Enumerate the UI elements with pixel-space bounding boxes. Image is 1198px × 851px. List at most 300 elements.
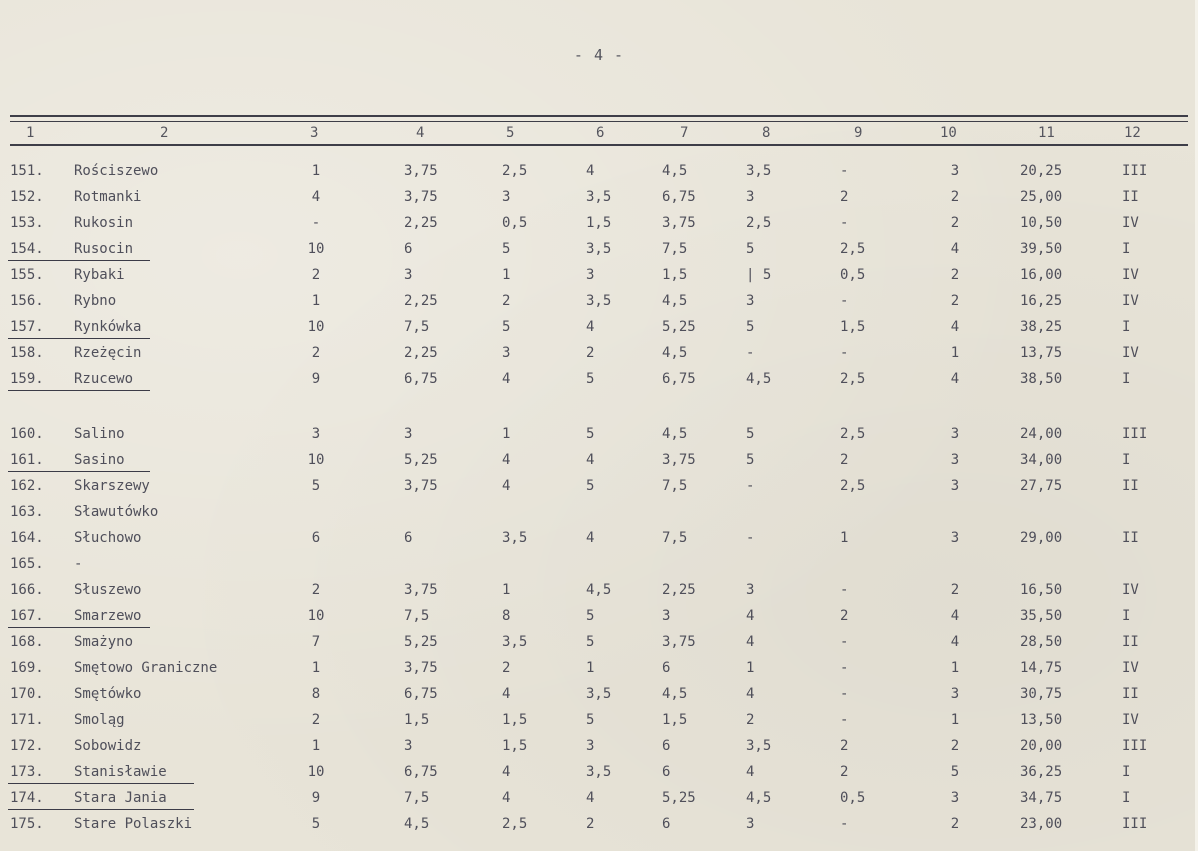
col-3-value: 5: [311, 816, 321, 832]
col-8-value: 5: [746, 426, 755, 442]
col-12-class: IV: [1122, 215, 1139, 231]
col-12-class: IV: [1122, 267, 1139, 283]
name-underline: [8, 471, 150, 472]
col-9-value: 1,5: [840, 319, 866, 335]
col-9-value: 2,5: [840, 478, 866, 494]
col-11-total: 27,75: [1020, 478, 1063, 494]
table-row: [0, 449, 1198, 475]
table-row: [0, 368, 1198, 394]
col-3-value: 3: [311, 426, 321, 442]
col-5-value: 2,5: [502, 816, 528, 832]
col-10-value: 3: [950, 686, 960, 702]
col-12-class: II: [1122, 634, 1139, 650]
col-7-value: 1,5: [662, 267, 688, 283]
col-6-value: 3,5: [586, 293, 612, 309]
village-name: Słuchowo: [74, 530, 142, 546]
col-4-value: 6: [404, 241, 413, 257]
col-10-value: 3: [950, 163, 960, 179]
col-10-value: 4: [950, 634, 960, 650]
col-6-value: 3,5: [586, 189, 612, 205]
col-3-value: 1: [311, 163, 321, 179]
col-12-class: IV: [1122, 293, 1139, 309]
village-name: Rzucewo: [74, 371, 134, 387]
col-3-value: 2: [311, 712, 321, 728]
col-11-total: 16,50: [1020, 582, 1063, 598]
col-3-value: 10: [307, 319, 325, 335]
row-number: 166.: [10, 582, 44, 598]
col-11-total: 10,50: [1020, 215, 1063, 231]
column-header: 8: [762, 125, 771, 141]
table-top-rule-thin: [10, 121, 1188, 122]
name-underline: [8, 390, 150, 391]
col-9-value: 2: [840, 452, 849, 468]
row-number: 163.: [10, 504, 44, 520]
col-3-value: 9: [311, 371, 321, 387]
col-10-value: 2: [950, 189, 960, 205]
col-8-value: 3: [746, 582, 755, 598]
col-4-value: 5,25: [404, 634, 438, 650]
row-number: 165.: [10, 556, 44, 572]
row-number: 174.: [10, 790, 44, 806]
table-row: [0, 342, 1198, 368]
name-underline: [8, 809, 194, 810]
col-5-value: 2: [502, 293, 511, 309]
col-12-class: I: [1122, 241, 1131, 257]
col-5-value: 1: [502, 582, 511, 598]
col-5-value: 1,5: [502, 712, 528, 728]
col-11-total: 39,50: [1020, 241, 1063, 257]
table-row: [0, 709, 1198, 735]
col-12-class: IV: [1122, 582, 1139, 598]
col-8-value: 3: [746, 293, 755, 309]
col-9-value: -: [840, 582, 849, 598]
col-9-value: 2,5: [840, 426, 866, 442]
table-row: [0, 605, 1198, 631]
page-number: - 4 -: [573, 46, 625, 64]
row-number: 160.: [10, 426, 44, 442]
table-row: [0, 316, 1198, 342]
col-7-value: 7,5: [662, 241, 688, 257]
col-3-value: 8: [311, 686, 321, 702]
row-number: 172.: [10, 738, 44, 754]
col-3-value: 1: [311, 293, 321, 309]
col-4-value: 6,75: [404, 764, 438, 780]
table-row: [0, 475, 1198, 501]
col-8-value: 4,5: [746, 371, 772, 387]
col-9-value: -: [840, 816, 849, 832]
col-5-value: 0,5: [502, 215, 528, 231]
col-7-value: 4,5: [662, 426, 688, 442]
village-name: -: [74, 556, 83, 572]
col-6-value: 3,5: [586, 764, 612, 780]
col-11-total: 13,50: [1020, 712, 1063, 728]
col-10-value: 2: [950, 582, 960, 598]
col-9-value: 2: [840, 189, 849, 205]
village-name: Rynkówka: [74, 319, 142, 335]
table-row: [0, 735, 1198, 761]
col-8-value: 5: [746, 319, 755, 335]
table-row: [0, 186, 1198, 212]
village-name: Rzeżęcin: [74, 345, 142, 361]
col-10-value: 5: [950, 764, 960, 780]
col-4-value: 7,5: [404, 319, 430, 335]
col-8-value: 4,5: [746, 790, 772, 806]
col-10-value: 2: [950, 816, 960, 832]
col-5-value: 3: [502, 345, 511, 361]
col-7-value: 6: [662, 764, 671, 780]
col-3-value: 10: [307, 241, 325, 257]
table-row: [0, 657, 1198, 683]
col-9-value: 2: [840, 764, 849, 780]
col-7-value: 7,5: [662, 478, 688, 494]
col-4-value: 3,75: [404, 163, 438, 179]
row-number: 158.: [10, 345, 44, 361]
col-11-total: 35,50: [1020, 608, 1063, 624]
col-9-value: -: [840, 215, 849, 231]
col-8-value: -: [746, 478, 755, 494]
col-9-value: -: [840, 660, 849, 676]
col-11-total: 20,25: [1020, 163, 1063, 179]
table-row: [0, 631, 1198, 657]
col-11-total: 14,75: [1020, 660, 1063, 676]
col-7-value: 6: [662, 660, 671, 676]
col-6-value: 3,5: [586, 241, 612, 257]
row-number: 170.: [10, 686, 44, 702]
col-9-value: -: [840, 712, 849, 728]
col-6-value: 4: [586, 319, 595, 335]
table-row: [0, 212, 1198, 238]
village-name: Stare Polaszki: [74, 816, 193, 832]
col-3-value: 4: [311, 189, 321, 205]
col-9-value: -: [840, 293, 849, 309]
col-7-value: 5,25: [662, 790, 696, 806]
column-header: 5: [506, 125, 515, 141]
col-5-value: 2,5: [502, 163, 528, 179]
col-10-value: 3: [950, 790, 960, 806]
col-4-value: 3: [404, 267, 413, 283]
col-7-value: 1,5: [662, 712, 688, 728]
village-name: Salino: [74, 426, 125, 442]
col-8-value: 5: [746, 452, 755, 468]
col-8-value: 3: [746, 816, 755, 832]
village-name: Rościszewo: [74, 163, 159, 179]
col-8-value: 3,5: [746, 738, 772, 754]
col-11-total: 29,00: [1020, 530, 1063, 546]
col-7-value: 6,75: [662, 371, 696, 387]
col-7-value: 4,5: [662, 686, 688, 702]
column-header: 11: [1038, 125, 1055, 141]
col-9-value: 2,5: [840, 371, 866, 387]
col-11-total: 36,25: [1020, 764, 1063, 780]
village-name: Słuszewo: [74, 582, 142, 598]
col-7-value: 3,75: [662, 634, 696, 650]
col-5-value: 4: [502, 790, 511, 806]
col-3-value: 2: [311, 582, 321, 598]
col-6-value: 4: [586, 452, 595, 468]
col-6-value: 5: [586, 608, 595, 624]
col-6-value: 1,5: [586, 215, 612, 231]
col-6-value: 4: [586, 163, 595, 179]
table-row: [0, 264, 1198, 290]
col-7-value: 4,5: [662, 293, 688, 309]
col-5-value: 4: [502, 764, 511, 780]
col-4-value: 7,5: [404, 790, 430, 806]
col-6-value: 5: [586, 426, 595, 442]
col-12-class: I: [1122, 452, 1131, 468]
village-name: Sasino: [74, 452, 125, 468]
col-12-class: IV: [1122, 345, 1139, 361]
village-name: Smoląg: [74, 712, 125, 728]
row-number: 153.: [10, 215, 44, 231]
table-row: [0, 527, 1198, 553]
col-8-value: 2: [746, 712, 755, 728]
col-11-total: 24,00: [1020, 426, 1063, 442]
row-number: 175.: [10, 816, 44, 832]
col-10-value: 1: [950, 712, 960, 728]
col-4-value: 6,75: [404, 686, 438, 702]
col-7-value: 2,25: [662, 582, 696, 598]
col-7-value: 4,5: [662, 163, 688, 179]
table-row: [0, 290, 1198, 316]
col-12-class: III: [1122, 426, 1148, 442]
col-3-value: 1: [311, 738, 321, 754]
col-12-class: I: [1122, 790, 1131, 806]
col-6-value: 5: [586, 478, 595, 494]
col-9-value: 1: [840, 530, 849, 546]
table-row: [0, 683, 1198, 709]
col-4-value: 3,75: [404, 478, 438, 494]
col-6-value: 4: [586, 790, 595, 806]
col-5-value: 3: [502, 189, 511, 205]
col-11-total: 13,75: [1020, 345, 1063, 361]
row-number: 152.: [10, 189, 44, 205]
col-9-value: -: [840, 634, 849, 650]
col-4-value: 3,75: [404, 582, 438, 598]
col-8-value: 3: [746, 189, 755, 205]
village-name: Rusocin: [74, 241, 134, 257]
col-3-value: 2: [311, 345, 321, 361]
table-row: [0, 160, 1198, 186]
col-12-class: II: [1122, 478, 1139, 494]
column-header: 1: [26, 125, 35, 141]
col-7-value: 5,25: [662, 319, 696, 335]
col-10-value: 2: [950, 267, 960, 283]
col-11-total: 28,50: [1020, 634, 1063, 650]
village-name: Stanisławie: [74, 764, 167, 780]
col-12-class: III: [1122, 738, 1148, 754]
row-number: 161.: [10, 452, 44, 468]
col-12-class: IV: [1122, 660, 1139, 676]
col-8-value: 4: [746, 686, 755, 702]
col-10-value: 2: [950, 738, 960, 754]
col-5-value: 3,5: [502, 530, 528, 546]
col-3-value: 10: [307, 764, 325, 780]
table-row: [0, 761, 1198, 787]
col-12-class: I: [1122, 608, 1131, 624]
col-5-value: 4: [502, 686, 511, 702]
col-7-value: 7,5: [662, 530, 688, 546]
col-3-value: 9: [311, 790, 321, 806]
col-6-value: 2: [586, 345, 595, 361]
col-4-value: 3: [404, 738, 413, 754]
col-7-value: 3,75: [662, 452, 696, 468]
col-7-value: 6: [662, 738, 671, 754]
col-4-value: 1,5: [404, 712, 430, 728]
col-10-value: 2: [950, 215, 960, 231]
col-5-value: 2: [502, 660, 511, 676]
column-header-row: [0, 123, 1198, 143]
col-5-value: 4: [502, 478, 511, 494]
col-3-value: 7: [311, 634, 321, 650]
table-row: [0, 579, 1198, 605]
col-8-value: -: [746, 345, 755, 361]
col-3-value: -: [311, 215, 321, 231]
col-6-value: 4: [586, 530, 595, 546]
header-rule: [10, 144, 1188, 146]
column-header: 12: [1124, 125, 1141, 141]
table-row: [0, 238, 1198, 264]
col-8-value: 4: [746, 634, 755, 650]
col-8-value: -: [746, 530, 755, 546]
col-12-class: III: [1122, 163, 1148, 179]
col-8-value: 2,5: [746, 215, 772, 231]
row-number: 173.: [10, 764, 44, 780]
table-body: [0, 160, 1198, 839]
col-9-value: 2,5: [840, 241, 866, 257]
col-11-total: 23,00: [1020, 816, 1063, 832]
col-12-class: I: [1122, 319, 1131, 335]
col-4-value: 4,5: [404, 816, 430, 832]
col-11-total: 34,75: [1020, 790, 1063, 806]
col-10-value: 3: [950, 426, 960, 442]
col-4-value: 6,75: [404, 371, 438, 387]
col-12-class: II: [1122, 530, 1139, 546]
col-8-value: 4: [746, 764, 755, 780]
col-11-total: 30,75: [1020, 686, 1063, 702]
col-7-value: 6,75: [662, 189, 696, 205]
col-7-value: 6: [662, 816, 671, 832]
col-9-value: -: [840, 163, 849, 179]
col-10-value: 2: [950, 293, 960, 309]
col-4-value: 3,75: [404, 660, 438, 676]
col-5-value: 5: [502, 241, 511, 257]
village-name: Stara Jania: [74, 790, 167, 806]
col-10-value: 3: [950, 452, 960, 468]
col-6-value: 4,5: [586, 582, 612, 598]
col-3-value: 10: [307, 608, 325, 624]
col-12-class: II: [1122, 189, 1139, 205]
col-11-total: 20,00: [1020, 738, 1063, 754]
name-underline: [8, 338, 150, 339]
table-row: [0, 501, 1198, 527]
col-5-value: 1: [502, 426, 511, 442]
col-5-value: 1: [502, 267, 511, 283]
col-5-value: 5: [502, 319, 511, 335]
col-3-value: 2: [311, 267, 321, 283]
col-3-value: 1: [311, 660, 321, 676]
col-6-value: 3: [586, 738, 595, 754]
col-12-class: I: [1122, 764, 1131, 780]
table-row: [0, 553, 1198, 579]
table-top-rule: [10, 115, 1188, 117]
village-name: Smażyno: [74, 634, 134, 650]
col-9-value: 0,5: [840, 267, 866, 283]
col-10-value: 3: [950, 478, 960, 494]
column-header: 2: [160, 125, 169, 141]
col-4-value: 2,25: [404, 345, 438, 361]
col-12-class: IV: [1122, 712, 1139, 728]
col-4-value: 5,25: [404, 452, 438, 468]
col-5-value: 3,5: [502, 634, 528, 650]
row-number: 162.: [10, 478, 44, 494]
village-name: Smarzewo: [74, 608, 142, 624]
col-11-total: 16,00: [1020, 267, 1063, 283]
village-name: Rotmanki: [74, 189, 142, 205]
col-9-value: -: [840, 345, 849, 361]
col-6-value: 2: [586, 816, 595, 832]
table-row: [0, 787, 1198, 813]
row-number: 171.: [10, 712, 44, 728]
col-7-value: 3: [662, 608, 671, 624]
col-9-value: -: [840, 686, 849, 702]
col-6-value: 3,5: [586, 686, 612, 702]
col-3-value: 10: [307, 452, 325, 468]
village-name: Skarszewy: [74, 478, 150, 494]
col-10-value: 4: [950, 319, 960, 335]
row-number: 159.: [10, 371, 44, 387]
village-name: Sławutówko: [74, 504, 159, 520]
col-11-total: 34,00: [1020, 452, 1063, 468]
row-number: 157.: [10, 319, 44, 335]
col-5-value: 8: [502, 608, 511, 624]
col-6-value: 5: [586, 634, 595, 650]
row-number: 164.: [10, 530, 44, 546]
village-name: Rybno: [74, 293, 117, 309]
col-10-value: 4: [950, 608, 960, 624]
col-8-value: | 5: [746, 267, 772, 283]
col-6-value: 1: [586, 660, 595, 676]
column-header: 7: [680, 125, 689, 141]
column-header: 6: [596, 125, 605, 141]
column-header: 10: [940, 125, 957, 141]
col-9-value: 2: [840, 608, 849, 624]
col-6-value: 5: [586, 712, 595, 728]
name-underline: [8, 627, 150, 628]
col-4-value: 3: [404, 426, 413, 442]
village-name: Rybaki: [74, 267, 125, 283]
row-number: 151.: [10, 163, 44, 179]
col-10-value: 4: [950, 371, 960, 387]
col-12-class: II: [1122, 686, 1139, 702]
col-5-value: 4: [502, 452, 511, 468]
col-11-total: 16,25: [1020, 293, 1063, 309]
table-row: [0, 423, 1198, 449]
name-underline: [8, 783, 194, 784]
village-name: Smętowo Graniczne: [74, 660, 218, 676]
col-4-value: 6: [404, 530, 413, 546]
row-number: 167.: [10, 608, 44, 624]
col-10-value: 4: [950, 241, 960, 257]
col-10-value: 3: [950, 530, 960, 546]
col-5-value: 1,5: [502, 738, 528, 754]
col-8-value: 3,5: [746, 163, 772, 179]
village-name: Rukosin: [74, 215, 134, 231]
village-name: Sobowidz: [74, 738, 142, 754]
village-name: Smętówko: [74, 686, 142, 702]
row-number: 156.: [10, 293, 44, 309]
column-header: 4: [416, 125, 425, 141]
col-5-value: 4: [502, 371, 511, 387]
